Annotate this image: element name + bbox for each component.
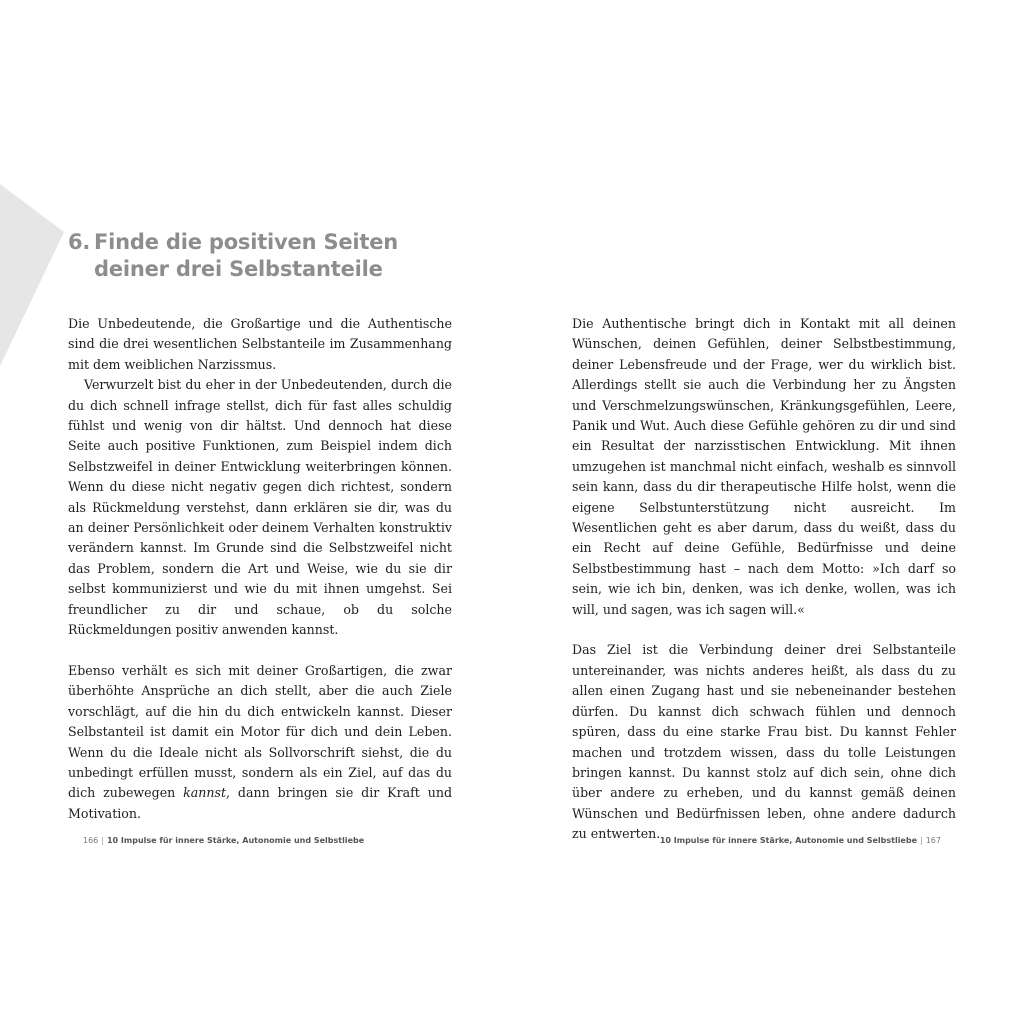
right-paragraph-1: Die Authentische bringt dich in Kontakt mit all deinen Wünschen, deinen Gefühlen, deiner Selbstbestimmung, deiner Lebensfreude und der Frage, wer du wirklich bist. Allerdings stellt sie auch die Verbindung her zu Ängsten und Verschmelzungswünschen, Kränkungsgefühlen, Leere, Panik und Wut. Auch diese Gefühle gehören zu dir und sind ein Resultat der narzisstischen Entwicklung. Mit ihnen umzugehen ist manchmal nicht einfach, weshalb es sinnvoll sein kann, dass du dir therapeutische Hilfe holst, wenn die eigene Selbstunterstützung nicht ausreicht. Im Wesentlichen geht es aber darum, dass du weißt, dass du ein Recht auf deine Gefühle, Bedürfnisse und deine Selbstbestimmung hast – nach dem Motto: »Ich darf so sein, wie ich bin, denken, was ich denke, wollen, was ich will, und sagen, was ich sagen will.«: [572, 316, 956, 617]
heading-line-1-text: Finde die positiven Seiten: [94, 230, 399, 254]
left-paragraph-2: Verwurzelt bist du eher in der Unbedeutenden, durch die du dich schnell infrage stellst, dich für fast alles schuldig fühlst und wenig von dir hältst. Und dennoch hat diese Seite auch positive Funktionen, zum Beispiel indem dich Selbstzweifel in deiner Entwicklung weiterbringen können. Wenn du diese nicht negativ gegen dich richtest, sondern als Rückmeldung verstehst, dann erklären sie dir, was du an deiner Persönlichkeit oder deinem Verhalten konstruktiv verändern kannst. Im Grunde sind die Selbstzweifel nicht das Problem, sondern die Art und Weise, wie du sie dir selbst kommunizierst und wie du mit ihnen umgehst. Sei freundlicher zu dir und schaue, ob du solche Rückmeldungen positiv anwenden kannst.: [68, 377, 452, 638]
left-footer-separator: |: [101, 836, 104, 845]
chapter-heading: [68, 229, 398, 283]
right-footer-title: 10 Impulse für innere Stärke, Autonomie und Selbstliebe: [659, 836, 918, 845]
right-footer-separator: |: [920, 836, 923, 845]
left-paragraph-3-part-1: Ebenso verhält es sich mit deiner Großartigen, die zwar überhöhte Ansprüche an dich stellt, aber die auch Ziele vorschlägt, auf die hin du dich entwickeln kannst. Dieser Selbstanteil ist damit ein Motor für dich und dein Leben. Wenn du die Ideale nicht als Sollvorschrift siehst, die du unbedingt erfüllen musst, sondern als ein Ziel, auf das du dich zubewegen: [68, 662, 452, 801]
heading-line-2: deiner drei Selbstanteile: [94, 257, 383, 281]
left-paragraph-3-part-2: , dann bringen sie dir Kraft und Motivation.: [68, 785, 452, 821]
left-paragraph-3-emphasis: kannst: [183, 785, 227, 801]
right-page-number: 167: [925, 836, 941, 845]
heading-number: 6.: [68, 230, 91, 254]
left-paragraph-3: [68, 661, 452, 824]
left-footer-title: 10 Impulse für innere Stärke, Autonomie und Selbstliebe: [106, 836, 365, 845]
left-page-body: [68, 314, 452, 824]
left-page-number: 166: [83, 836, 99, 845]
right-paragraph-2: Das Ziel ist die Verbindung deiner drei Selbstanteile untereinander, was nichts anderes heißt, als dass du zu allen einen Zugang hast und sie nebeneinander bestehen dürfen. Du kannst dich schwach fühlen und dennoch spüren, dass du eine starke Frau bist. Du kannst Fehler machen und trotzdem wissen, dass du tolle Leistungen bringen kannst. Du kannst stolz auf dich sein, ohne dich über andere zu erheben, und du kannst gemäß deinen Wünschen und Bedürfnissen leben, ohne andere dadurch zu entwerten.: [572, 642, 956, 842]
heading-line-1: [68, 230, 398, 254]
left-paragraph-1: Die Unbedeutende, die Großartige und die Authentische sind die drei wesentlichen Selbstanteile im Zusammenhang mit dem weiblichen Narzissmus.: [68, 316, 452, 372]
right-page-body: [572, 314, 956, 845]
triangle-shape: [0, 184, 64, 366]
right-footer: [660, 836, 941, 845]
left-footer: [83, 836, 364, 845]
